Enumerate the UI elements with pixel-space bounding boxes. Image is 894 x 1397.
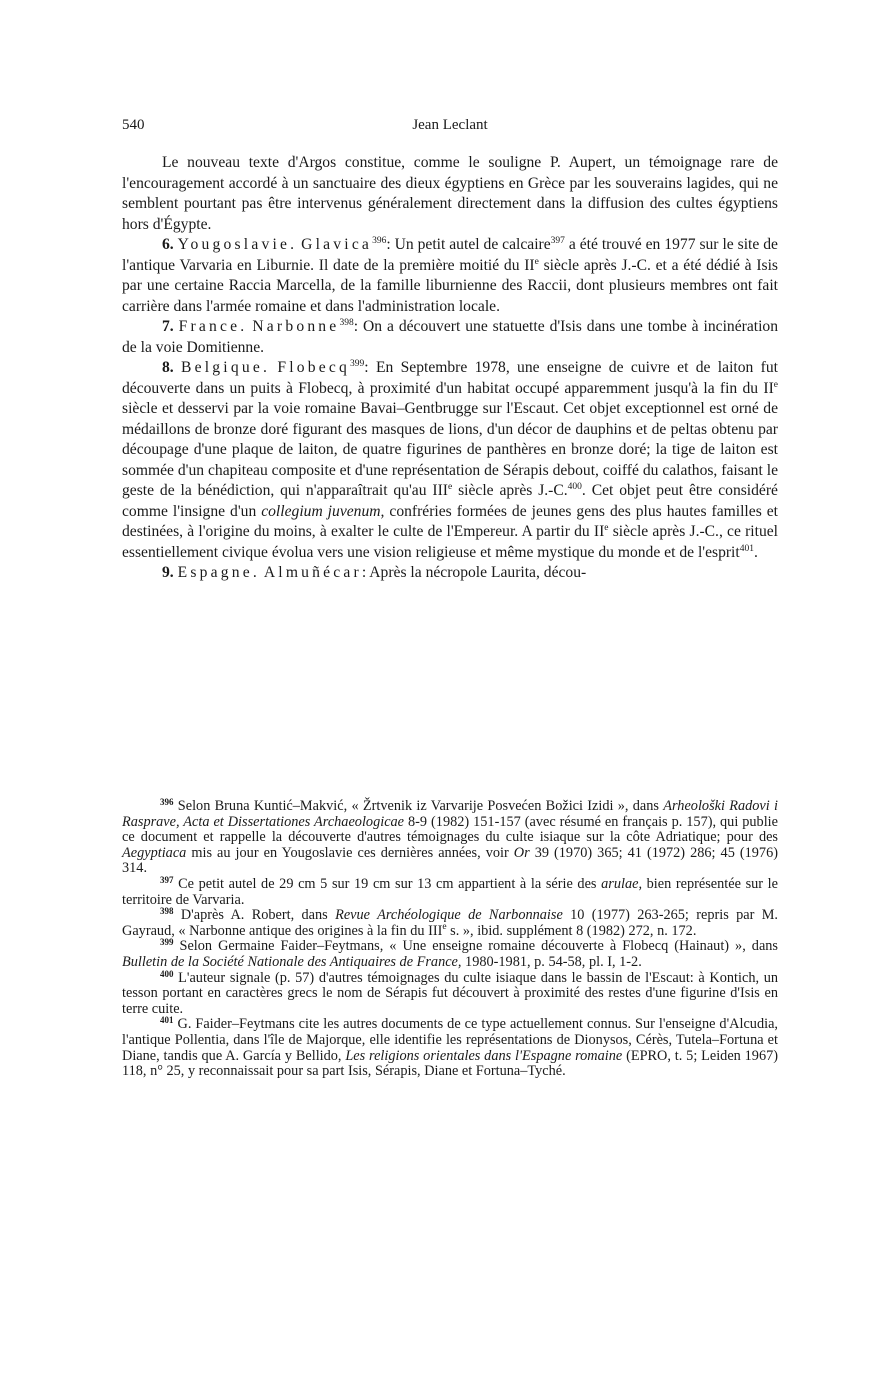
section-text: : Un petit autel de calcaire: [386, 236, 551, 253]
section-text: siècle après J.-C.: [452, 482, 568, 499]
footnote-401: [122, 1017, 778, 1079]
footnote-italic: Arheološki Radovi i Rasprave, Acta et Dissertationes Archaeologicae: [122, 798, 778, 830]
footnote-text: Ce petit autel de 29 cm 5 sur 19 cm sur 13 cm appartient à la série des: [173, 875, 602, 892]
footnote-text: D'après A. Robert, dans: [173, 907, 336, 924]
footnote-number: 396: [160, 797, 174, 807]
footnote-399: [122, 939, 778, 970]
section-text: confréries formées de jeunes gens des plus hautes familles et destinées, à l'origine du moins, à exalter le culte de l'Empereur. A partir du II: [122, 502, 778, 540]
footnote-italic: Aegyptiaca: [122, 844, 187, 861]
footnote-text: 39 (1970) 365; 41 (1972) 286; 45 (1976) 314.: [122, 844, 778, 877]
footnote-number: 397: [160, 874, 174, 885]
section-text: . Cet objet peut être considéré comme l'insigne d'un: [122, 482, 778, 520]
footnote-text: G. Faider–Feytmans cite les autres documents de ce type actuellement connus. Sur l'enseigne d'Alcudia, l'antique Pollentia, dans l'île de Majorque, elle identifie les représentations de Dionysos, Cérès, Tutela–Fortuna et Diane, tandis que A. García y Bellido,: [122, 1016, 778, 1064]
footnote-number: 398: [160, 906, 174, 917]
paragraph-argos: Le nouveau texte d'Argos constitue, comme le souligne P. Aupert, un témoignage rare de l'encouragement accordé à un sanctuaire des dieux égyptiens en Grèce par les souverains lagides, qui ne semblent pourtant pas être intervenus généralement directement dans la diffusion des cultes égyptiens hors d'Égypte.: [122, 154, 778, 233]
superscript-e: e: [604, 523, 609, 533]
footnote-ref: 398: [339, 318, 354, 328]
footnote-text: 10 (1977) 263-265; repris par M. Gayraud, « Narbonne antique des origines à la fin du III: [122, 907, 778, 939]
section-espagne: [122, 563, 778, 584]
section-text: : On a découvert une statuette d'Isis dans une tombe à incinération de la voie Domitienne.: [122, 318, 779, 356]
footnote-number: 399: [160, 937, 174, 948]
footnote-text: 1980-1981, p. 54-58, pl. I, 1-2.: [461, 953, 642, 970]
footnote-text: bien représentée sur le territoire de Varvaria.: [122, 875, 779, 908]
section-number: 8.: [162, 359, 174, 376]
footnote-number: 401: [160, 1015, 174, 1026]
section-text: .: [753, 543, 758, 561]
superscript-e: e: [773, 379, 778, 390]
footnote-text: s. », ibid. supplément 8 (1982) 272, n. 172.: [446, 922, 697, 939]
section-place: Glavica: [301, 236, 373, 253]
footnote-number: 400: [160, 968, 174, 979]
section-belgique: [122, 358, 778, 563]
section-country: France.: [178, 318, 248, 335]
section-country: Espagne.: [177, 564, 260, 581]
footnote-text: (EPRO, t. 5; Leiden 1967) 118, n° 25, y reconnaissait pour sa part Isis, Sérapis, Diane et Fortuna–Tyché.: [122, 1047, 778, 1080]
footnote-397: [122, 874, 779, 908]
superscript-e: e: [447, 482, 453, 492]
footnote-text: Selon Germaine Faider–Feytmans, « Une enseigne romaine découverte à Flobecq (Hainaut) », dans: [173, 938, 778, 955]
section-text: : Après la nécropole Laurita, décou-: [361, 564, 587, 581]
footnote-text: L'auteur signale (p. 57) d'autres témoignages du culte isiaque dans le bassin de l'Escaut: à Kontich, un tesson portant en caractères grecs le nom de Sérapis fut découvert à proximité des restes d'une figurine d'Isis en terre cuite.: [122, 969, 778, 1017]
footnotes: [122, 799, 778, 1080]
section-text: : En Septembre 1978, une enseigne de cuivre et de laiton fut découverte dans un puits à Flobecq, à proximité d'un habitat occupé apparemment jusqu'à la fin du II: [122, 359, 778, 397]
footnote-text: mis au jour en Yougoslavie ces dernières années, voir: [186, 844, 514, 861]
footnote-text: 8-9 (1982) 151-157 (avec résumé en français p. 157), qui publie ce document et rappelle la découverte d'autres témoignages du culte isiaque sur la côte Adriatique; pour des: [122, 813, 778, 846]
section-place: Narbonne: [252, 318, 340, 335]
section-number: 6.: [162, 236, 174, 253]
footnote-ref: 396: [372, 236, 387, 246]
page-number: 540: [122, 117, 145, 133]
section-country: Yougoslavie.: [177, 236, 298, 253]
footnote-text: Selon Bruna Kuntić–Makvić, « Žrtvenik iz Varvarije Posvećen Božici Izidi », dans: [173, 798, 664, 814]
section-text: siècle et desservi par la voie romaine Bavai–Gentbrugge sur l'Escaut. Cet objet exceptionnel est orné de médaillons de bronze doré figurant des masques de lions, d'un décor de dauphins et de peltas obtenu par découpage d'une plaque de laiton, de quatre figurines de panthères en bronze doré; la tige de laiton est sommée d'un chapiteau composite et d'une représentation de Sérapis debout, coiffé du calathos, faisant le geste de la bénédiction, qui n'apparaîtrait qu'au III: [122, 400, 778, 499]
running-head: [122, 117, 778, 139]
section-number: 7.: [162, 318, 174, 335]
footnote-398: [122, 908, 778, 939]
superscript-e: e: [534, 256, 539, 267]
footnote-ref: 397: [550, 236, 565, 246]
footnote-400: [122, 968, 778, 1018]
body-text: [122, 153, 778, 584]
section-place: Flobecq: [277, 359, 351, 376]
section-text: a été trouvé en 1977 sur le site de l'antique Varvaria en Liburnie. Il date de la première moitié du II: [122, 236, 778, 274]
superscript-e: e: [442, 921, 447, 932]
footnote-italic: Or: [513, 844, 530, 861]
italic-term: collegium juvenum,: [261, 502, 385, 520]
section-place: Almuñécar: [263, 564, 362, 581]
footnote-ref: 401: [739, 543, 754, 554]
footnote-ref: 399: [350, 359, 365, 369]
section-text: siècle après J.-C. et a été dédié à Isis par une certaine Raccia Marcella, de la famille liburnienne des Raccii, dont plusieurs membres ont fait carrière dans l'armée romaine et dans l'administration locale.: [122, 256, 778, 315]
footnote-italic: Revue Archéologique de Narbonnaise: [335, 907, 563, 924]
running-author: Jean Leclant: [412, 117, 488, 133]
section-text: siècle après J.-C., ce rituel essentiellement civique évolua vers une vision religieuse et même mystique du monde et de l'esprit: [122, 523, 779, 561]
section-france: [122, 317, 778, 358]
footnote-ref: 400: [567, 482, 582, 492]
footnote-italic: Bulletin de la Société Nationale des Antiquaires de France,: [122, 953, 462, 970]
section-number: 9.: [162, 564, 174, 581]
footnote-italic: arulae,: [601, 875, 643, 892]
footnote-italic: Les religions orientales dans l'Espagne romaine: [345, 1047, 623, 1064]
footnote-396: [122, 799, 778, 877]
section-country: Belgique.: [181, 359, 271, 376]
section-yougoslavie: [122, 235, 778, 317]
